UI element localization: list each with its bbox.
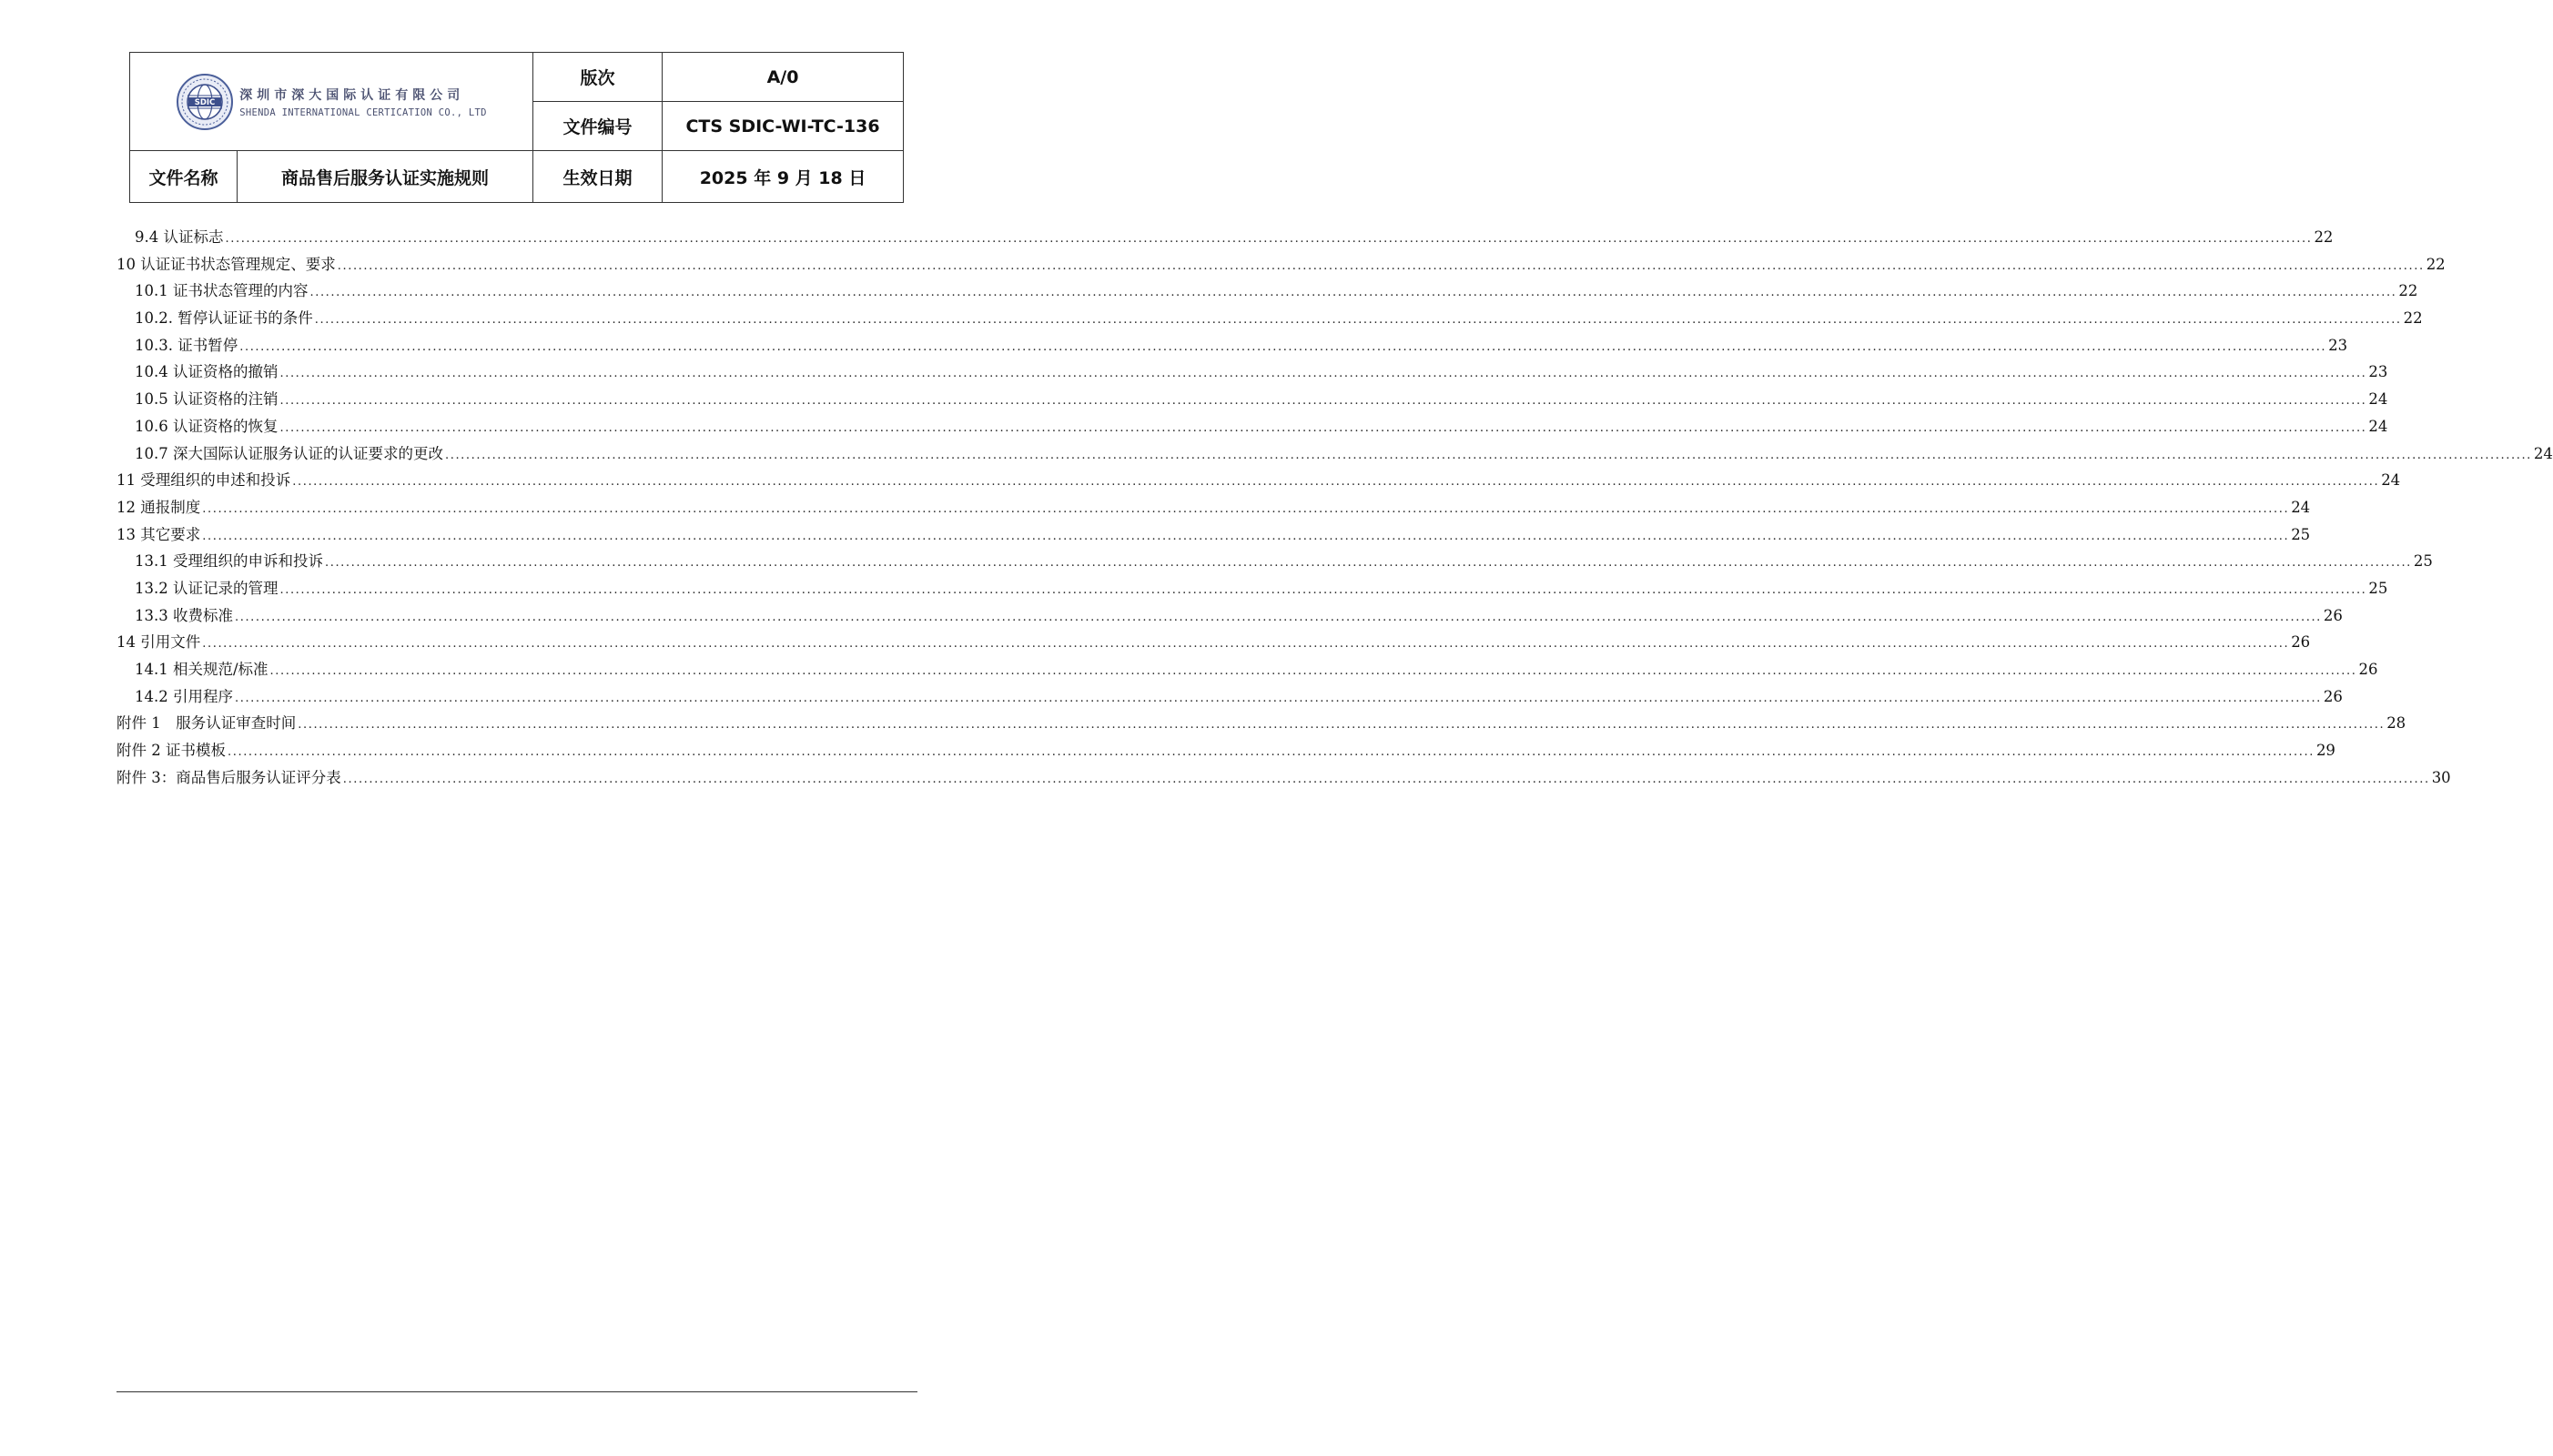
toc-entry[interactable] [117, 711, 2406, 738]
toc-dot-leader: ................................................................................................................................................................................................................................................................................................................................................................................................................ [234, 691, 2322, 705]
toc-entry-label: 10 认证证书状态管理规定、要求 [117, 255, 336, 273]
logo-text: SDIC [194, 97, 216, 107]
toc-entry-page: 24 [2533, 444, 2553, 462]
toc-entry[interactable] [117, 441, 2553, 469]
toc-dot-leader: ................................................................................................................................................................................................................................................................................................................................................................................................................ [279, 367, 2367, 381]
doc-name-label: 文件名称 [130, 151, 238, 203]
toc-entry-label: 14.2 引用程序 [135, 687, 233, 705]
toc-entry-label: 附件 2 证书模板 [117, 742, 226, 760]
toc-entry-label: 10.7 深大国际认证服务认证的认证要求的更改 [135, 444, 443, 462]
company-logo-icon [176, 73, 234, 131]
toc-entry-label: 10.4 认证资格的撤销 [135, 363, 279, 381]
toc-entry-page: 26 [2323, 687, 2343, 705]
toc-dot-leader: ................................................................................................................................................................................................................................................................................................................................................................................................................ [444, 448, 2532, 462]
toc-entry[interactable] [117, 684, 2343, 712]
toc-entry-page: 23 [2328, 336, 2348, 354]
toc-dot-leader: ................................................................................................................................................................................................................................................................................................................................................................................................................ [342, 772, 2430, 786]
toc-dot-leader: ................................................................................................................................................................................................................................................................................................................................................................................................................ [314, 313, 2402, 328]
footer-divider [117, 1391, 917, 1392]
toc-entry-label: 附件 3：商品售后服务认证评分表 [117, 768, 341, 786]
toc-entry-page: 26 [2323, 606, 2343, 624]
company-name-en: SHENDA INTERNATIONAL CERTICATION CO., LTD [239, 106, 487, 118]
version-label: 版次 [533, 53, 663, 102]
company-logo-cell [130, 53, 533, 151]
toc-dot-leader: ................................................................................................................................................................................................................................................................................................................................................................................................................ [202, 529, 2290, 543]
toc-entry[interactable] [117, 630, 2311, 657]
effective-date-value: 2025 年 9 月 18 日 [663, 151, 904, 203]
toc-entry-label: 14 引用文件 [117, 633, 201, 652]
toc-entry[interactable] [117, 549, 2433, 576]
toc-entry-page: 26 [2291, 633, 2311, 652]
toc-entry-page: 25 [2291, 525, 2311, 543]
toc-entry[interactable] [117, 333, 2348, 360]
toc-dot-leader: ................................................................................................................................................................................................................................................................................................................................................................................................................ [234, 610, 2322, 624]
toc-entry-label: 11 受理组织的申述和投诉 [117, 471, 291, 490]
toc-entry-page: 25 [2368, 579, 2388, 597]
toc-dot-leader: ................................................................................................................................................................................................................................................................................................................................................................................................................ [269, 664, 2357, 678]
toc-entry-label: 10.3. 证书暂停 [135, 336, 238, 354]
toc-entry[interactable] [117, 468, 2401, 495]
toc-dot-leader: ................................................................................................................................................................................................................................................................................................................................................................................................................ [298, 718, 2386, 733]
toc-entry-label: 13.2 认证记录的管理 [135, 579, 279, 597]
toc-entry-label: 14.1 相关规范/标准 [135, 661, 268, 678]
toc-entry-label: 附件 1 服务认证审查时间 [117, 714, 297, 733]
toc-dot-leader: ................................................................................................................................................................................................................................................................................................................................................................................................................ [337, 258, 2425, 273]
toc-entry-page: 24 [2368, 390, 2388, 409]
version-value: A/0 [663, 53, 904, 102]
toc-entry-page: 22 [2314, 228, 2334, 246]
toc-entry[interactable] [117, 738, 2335, 765]
company-name-cn: 深圳市深大国际认证有限公司 [239, 87, 465, 103]
toc-dot-leader: ................................................................................................................................................................................................................................................................................................................................................................................................................ [279, 582, 2367, 597]
toc-entry-label: 10.5 认证资格的注销 [135, 390, 279, 409]
toc-entry-page: 28 [2386, 714, 2406, 733]
toc-entry-page: 25 [2413, 552, 2433, 571]
toc-entry[interactable] [117, 252, 2446, 279]
toc-entry-label: 10.6 认证资格的恢复 [135, 417, 279, 435]
toc-dot-leader: ................................................................................................................................................................................................................................................................................................................................................................................................................ [202, 501, 2290, 516]
doc-number-value: CTS SDIC-WI-TC-136 [663, 102, 904, 151]
toc-entry[interactable] [117, 359, 2388, 387]
toc-entry-label: 13 其它要求 [117, 525, 201, 543]
toc-dot-leader: ................................................................................................................................................................................................................................................................................................................................................................................................................ [309, 286, 2397, 300]
doc-name-value: 商品售后服务认证实施规则 [238, 151, 533, 203]
toc-entry-label: 13.1 受理组织的申诉和投诉 [135, 552, 323, 571]
toc-entry-page: 22 [2398, 282, 2418, 300]
toc-dot-leader: ................................................................................................................................................................................................................................................................................................................................................................................................................ [324, 556, 2412, 571]
toc-entry[interactable] [117, 657, 2378, 684]
toc-entry-label: 9.4 认证标志 [135, 228, 224, 246]
effective-date-label: 生效日期 [533, 151, 663, 203]
toc-entry-page: 24 [2291, 498, 2311, 516]
toc-dot-leader: ................................................................................................................................................................................................................................................................................................................................................................................................................ [239, 339, 2327, 354]
toc-entry-page: 22 [2403, 309, 2423, 328]
document-header-table [129, 52, 904, 203]
toc-entry[interactable] [117, 576, 2388, 603]
toc-entry[interactable] [117, 765, 2451, 793]
toc-entry-label: 13.3 收费标准 [135, 606, 233, 624]
doc-number-label: 文件编号 [533, 102, 663, 151]
toc-entry-page: 30 [2431, 768, 2451, 786]
toc-entry[interactable] [117, 306, 2423, 333]
toc-entry-label: 10.2. 暂停认证证书的条件 [135, 309, 313, 328]
toc-entry-page: 23 [2368, 363, 2388, 381]
toc-entry-page: 29 [2315, 742, 2335, 760]
toc-dot-leader: ................................................................................................................................................................................................................................................................................................................................................................................................................ [228, 745, 2315, 760]
toc-entry-label: 12 通报制度 [117, 498, 201, 516]
toc-dot-leader: ................................................................................................................................................................................................................................................................................................................................................................................................................ [279, 420, 2367, 435]
toc-entry-page: 22 [2426, 255, 2446, 273]
table-of-contents [117, 225, 2553, 792]
toc-entry[interactable] [117, 603, 2343, 631]
toc-entry[interactable] [117, 522, 2311, 550]
toc-entry[interactable] [117, 387, 2388, 414]
toc-entry[interactable] [117, 414, 2388, 441]
toc-entry-page: 24 [2368, 417, 2388, 435]
toc-entry[interactable] [117, 495, 2311, 522]
toc-entry[interactable] [117, 225, 2334, 252]
toc-dot-leader: ................................................................................................................................................................................................................................................................................................................................................................................................................ [202, 637, 2290, 652]
toc-entry-page: 24 [2381, 471, 2401, 490]
toc-dot-leader: ................................................................................................................................................................................................................................................................................................................................................................................................................ [292, 475, 2380, 490]
toc-entry-page: 26 [2358, 661, 2378, 678]
toc-dot-leader: ................................................................................................................................................................................................................................................................................................................................................................................................................ [279, 394, 2367, 409]
toc-dot-leader: ................................................................................................................................................................................................................................................................................................................................................................................................................ [225, 232, 2313, 246]
toc-entry[interactable] [117, 278, 2418, 306]
toc-entry-label: 10.1 证书状态管理的内容 [135, 282, 309, 300]
